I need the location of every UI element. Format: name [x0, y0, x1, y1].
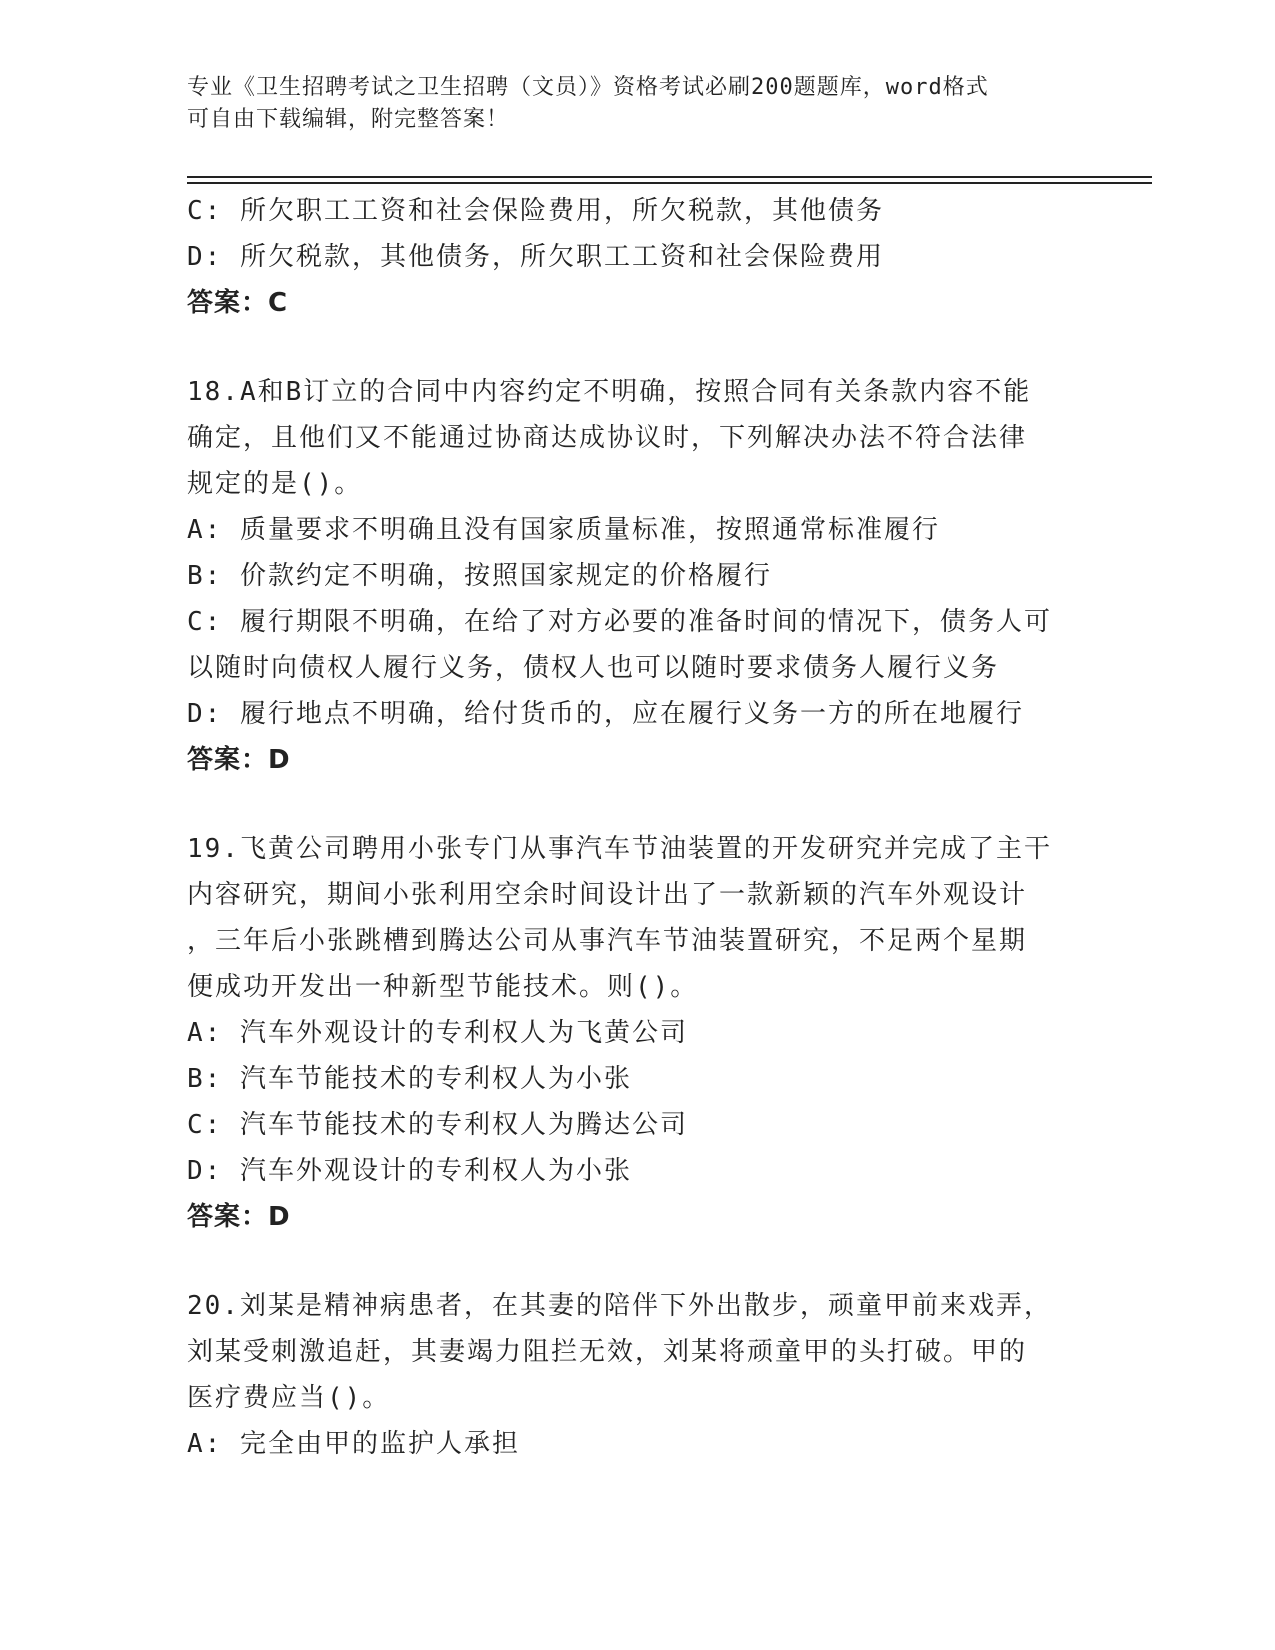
header-divider-top — [187, 176, 1152, 178]
question-19 — [187, 826, 1087, 1240]
answer: 答案：D — [187, 745, 291, 775]
document-body — [187, 188, 1087, 1467]
option-c: C: 所欠职工工资和社会保险费用，所欠税款，其他债务 — [187, 196, 884, 226]
question-stem-line: 确定，且他们又不能通过协商达成协议时，下列解决办法不符合法律 — [187, 423, 1028, 453]
option-a: A: 质量要求不明确且没有国家质量标准，按照通常标准履行 — [187, 515, 940, 545]
option-d: D: 汽车外观设计的专利权人为小张 — [187, 1156, 632, 1186]
question-spacer — [187, 783, 1087, 826]
option-b: B: 汽车节能技术的专利权人为小张 — [187, 1064, 632, 1094]
option-a: A: 汽车外观设计的专利权人为飞黄公司 — [187, 1018, 688, 1048]
question-stem-line: 内容研究，期间小张利用空余时间设计出了一款新颖的汽车外观设计 — [187, 880, 1028, 910]
question-stem-line: 医疗费应当()。 — [187, 1383, 391, 1413]
page-header — [187, 72, 1067, 136]
question-stem-line: 20.刘某是精神病患者，在其妻的陪伴下外出散步，顽童甲前来戏弄， — [187, 1291, 1052, 1321]
question-stem-line: 规定的是()。 — [187, 469, 363, 499]
option-c: C: 汽车节能技术的专利权人为腾达公司 — [187, 1110, 688, 1140]
question-spacer — [187, 326, 1087, 369]
option-c-line: 以随时向债权人履行义务，债权人也可以随时要求债务人履行义务 — [187, 653, 1000, 683]
question-stem-line: 刘某受刺激追赶，其妻竭力阻拦无效，刘某将顽童甲的头打破。甲的 — [187, 1337, 1028, 1367]
question-spacer — [187, 1240, 1087, 1283]
question-stem-line: 便成功开发出一种新型节能技术。则()。 — [187, 972, 699, 1002]
question-stem-line: 18.A和B订立的合同中内容约定不明确，按照合同有关条款内容不能 — [187, 377, 1032, 407]
header-line-1: 专业《卫生招聘考试之卫生招聘（文员）》资格考试必刷200题题库，word格式 — [187, 75, 989, 100]
option-c-line: C: 履行期限不明确，在给了对方必要的准备时间的情况下，债务人可 — [187, 607, 1052, 637]
header-line-2: 可自由下载编辑，附完整答案！ — [187, 107, 510, 132]
option-a: A: 完全由甲的监护人承担 — [187, 1429, 520, 1459]
header-divider-bottom — [187, 182, 1152, 184]
question-stem-line: 19.飞黄公司聘用小张专门从事汽车节油装置的开发研究并完成了主干 — [187, 834, 1052, 864]
option-d: D: 履行地点不明确，给付货币的，应在履行义务一方的所在地履行 — [187, 699, 1024, 729]
answer: 答案：C — [187, 288, 289, 318]
question-20 — [187, 1283, 1087, 1467]
question-18 — [187, 369, 1087, 783]
option-d: D: 所欠税款，其他债务，所欠职工工资和社会保险费用 — [187, 242, 884, 272]
question-17-tail — [187, 188, 1087, 326]
answer: 答案：D — [187, 1202, 291, 1232]
option-b: B: 价款约定不明确，按照国家规定的价格履行 — [187, 561, 772, 591]
question-stem-line: ，三年后小张跳槽到腾达公司从事汽车节油装置研究，不足两个星期 — [187, 926, 1028, 956]
